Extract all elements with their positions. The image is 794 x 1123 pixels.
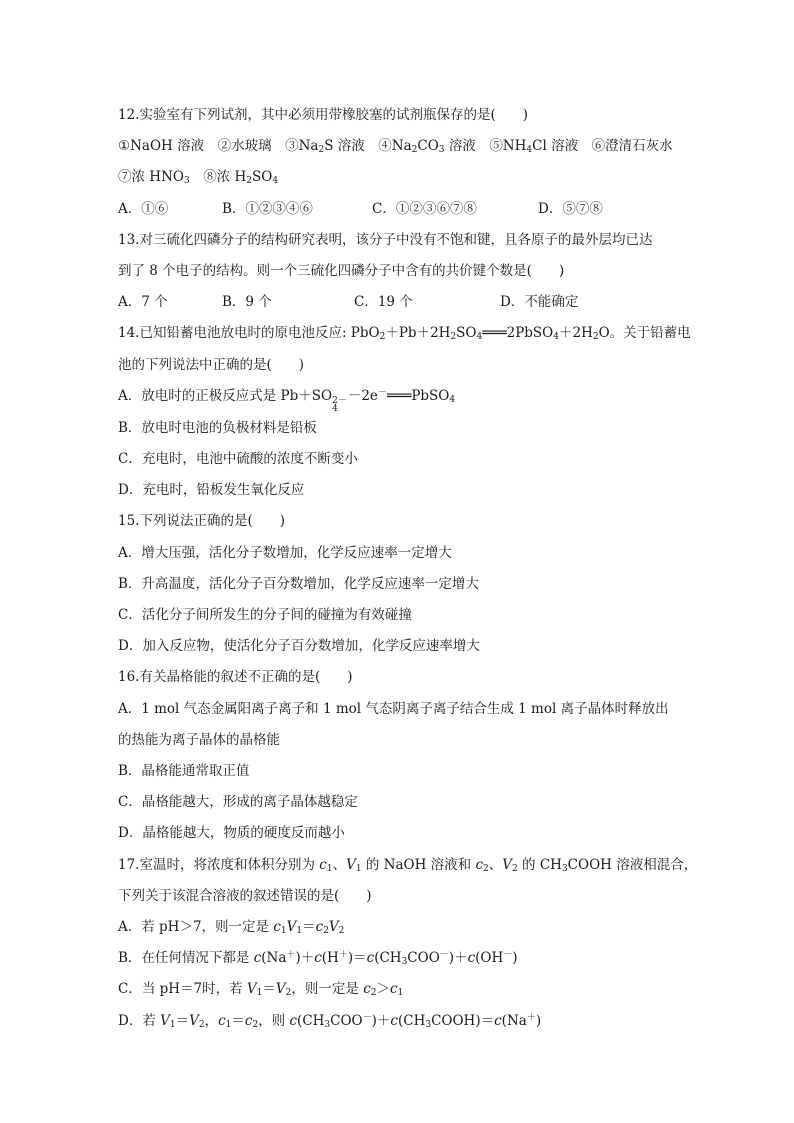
question-17-stem-line2: 下列关于该混合溶液的叙述错误的是( ) (118, 887, 372, 904)
question-14-option-a: A．放电时的正极反应式是 Pb＋SO 2－ 4 －2e－═══PbSO$_4$ (118, 387, 456, 414)
question-15-option-a: A．增大压强，活化分子数增加，化学反应速率一定增大 (118, 544, 452, 561)
question-15-option-b: B．升高温度，活化分子百分数增加，化学反应速率一定增大 (118, 575, 479, 592)
question-14-option-d: D．充电时，铅板发生氧化反应 (118, 482, 305, 499)
question-16-stem: 16.有关晶格能的叙述不正确的是( ) (118, 669, 353, 686)
question-12-items-line2: ⑦浓 $HNO_3$ ⑧浓 $H_2SO_4$ (118, 169, 279, 187)
question-12-stem: 12.实验室有下列试剂，其中必须用带橡胶塞的试剂瓶保存的是( ) (118, 107, 529, 123)
option-c: C．19 个 (354, 294, 413, 311)
question-13-stem-line2: 到了 8 个电子的结构。则一个三硫化四磷分子中含有的共价键个数是( ) (118, 263, 565, 280)
question-14-stem-line1: 14.已知铅蓄电池放电时的原电池反应: $PbO_2+Pb+2H_2SO_4═══2PbSO_4+2H_2O$。关于铅蓄电 (118, 325, 691, 343)
question-12-items-line1: ①NaOH 溶液 ②水玻璃 $③Na_2S$ 溶液 $④Na_2CO_3$ 溶液 $⑤NH_4Cl$ 溶液 ⑥澄清石灰水 (118, 138, 673, 156)
question-15-stem: 15.下列说法正确的是( ) (118, 513, 286, 530)
option-c: C．①②③⑥⑦⑧ (372, 200, 477, 217)
question-15-option-c: C．活化分子间所发生的分子间的碰撞为有效碰撞 (118, 607, 412, 624)
question-13-stem-line1: 13.对三硫化四磷分子的结构研究表明，该分子中没有不饱和键，且各原子的最外层均已达 (118, 231, 653, 248)
question-14-option-b: B．放电时电池的负极材料是铅板 (118, 419, 317, 436)
option-a: A．①⑥ (118, 200, 169, 217)
question-14-option-c: C．充电时，电池中硫酸的浓度不断变小 (118, 451, 358, 468)
question-16-option-a-line1: A．1 mol 气态金属阳离子离子和 1 mol 气态阴离子离子结合生成 1 mol 离子晶体时释放出 (118, 700, 669, 717)
question-13-options (118, 287, 688, 318)
option-d: D．⑤⑦⑧ (538, 200, 603, 217)
question-17-option-a: A．若 pH＞7，则一定是 $c_1V_1=c_2V_2$ (118, 919, 345, 937)
question-16-option-a-line2: 的热能为离子晶体的晶格能 (118, 731, 280, 748)
question-17-option-b: B．在任何情况下都是 $c(Na^+)+c(H^+)=c(CH_3COO^-)+c(OH^-)$ (118, 950, 518, 968)
option-d: D．不能确定 (500, 294, 579, 311)
option-a: A．7 个 (118, 294, 168, 311)
question-17-option-c: C．当 pH＝7时，若 $V_1=V_2$，则一定是 $c_2>c_1$ (118, 981, 404, 999)
question-16-option-c: C．晶格能越大，形成的离子晶体越稳定 (118, 794, 358, 811)
option-b: B．①②③④⑥ (222, 200, 313, 217)
question-14-stem-line2: 池的下列说法中正确的是( ) (118, 356, 305, 373)
option-b: B．9 个 (222, 294, 272, 311)
question-17-stem-line1: 17.室温时，将浓度和体积分别为 $c_1$、$V_1$ 的 NaOH 溶液和 $c_2$、$V_2$ 的 $CH_3COOH$ 溶液相混合， (118, 856, 698, 874)
question-15-option-d: D．加入反应物，使活化分子百分数增加，化学反应速率增大 (118, 638, 480, 655)
question-list (118, 100, 698, 1037)
question-16-option-b: B．晶格能通常取正值 (118, 763, 250, 780)
question-12-options (118, 194, 688, 225)
question-17-option-d: D．若 $V_1=V_2$，$c_1=c_2$，则 $c(CH_3COO^-)+c(CH_3COOH)=c(Na^+)$ (118, 1012, 542, 1030)
question-16-option-d: D．晶格能越大，物质的硬度反而越小 (118, 825, 345, 842)
